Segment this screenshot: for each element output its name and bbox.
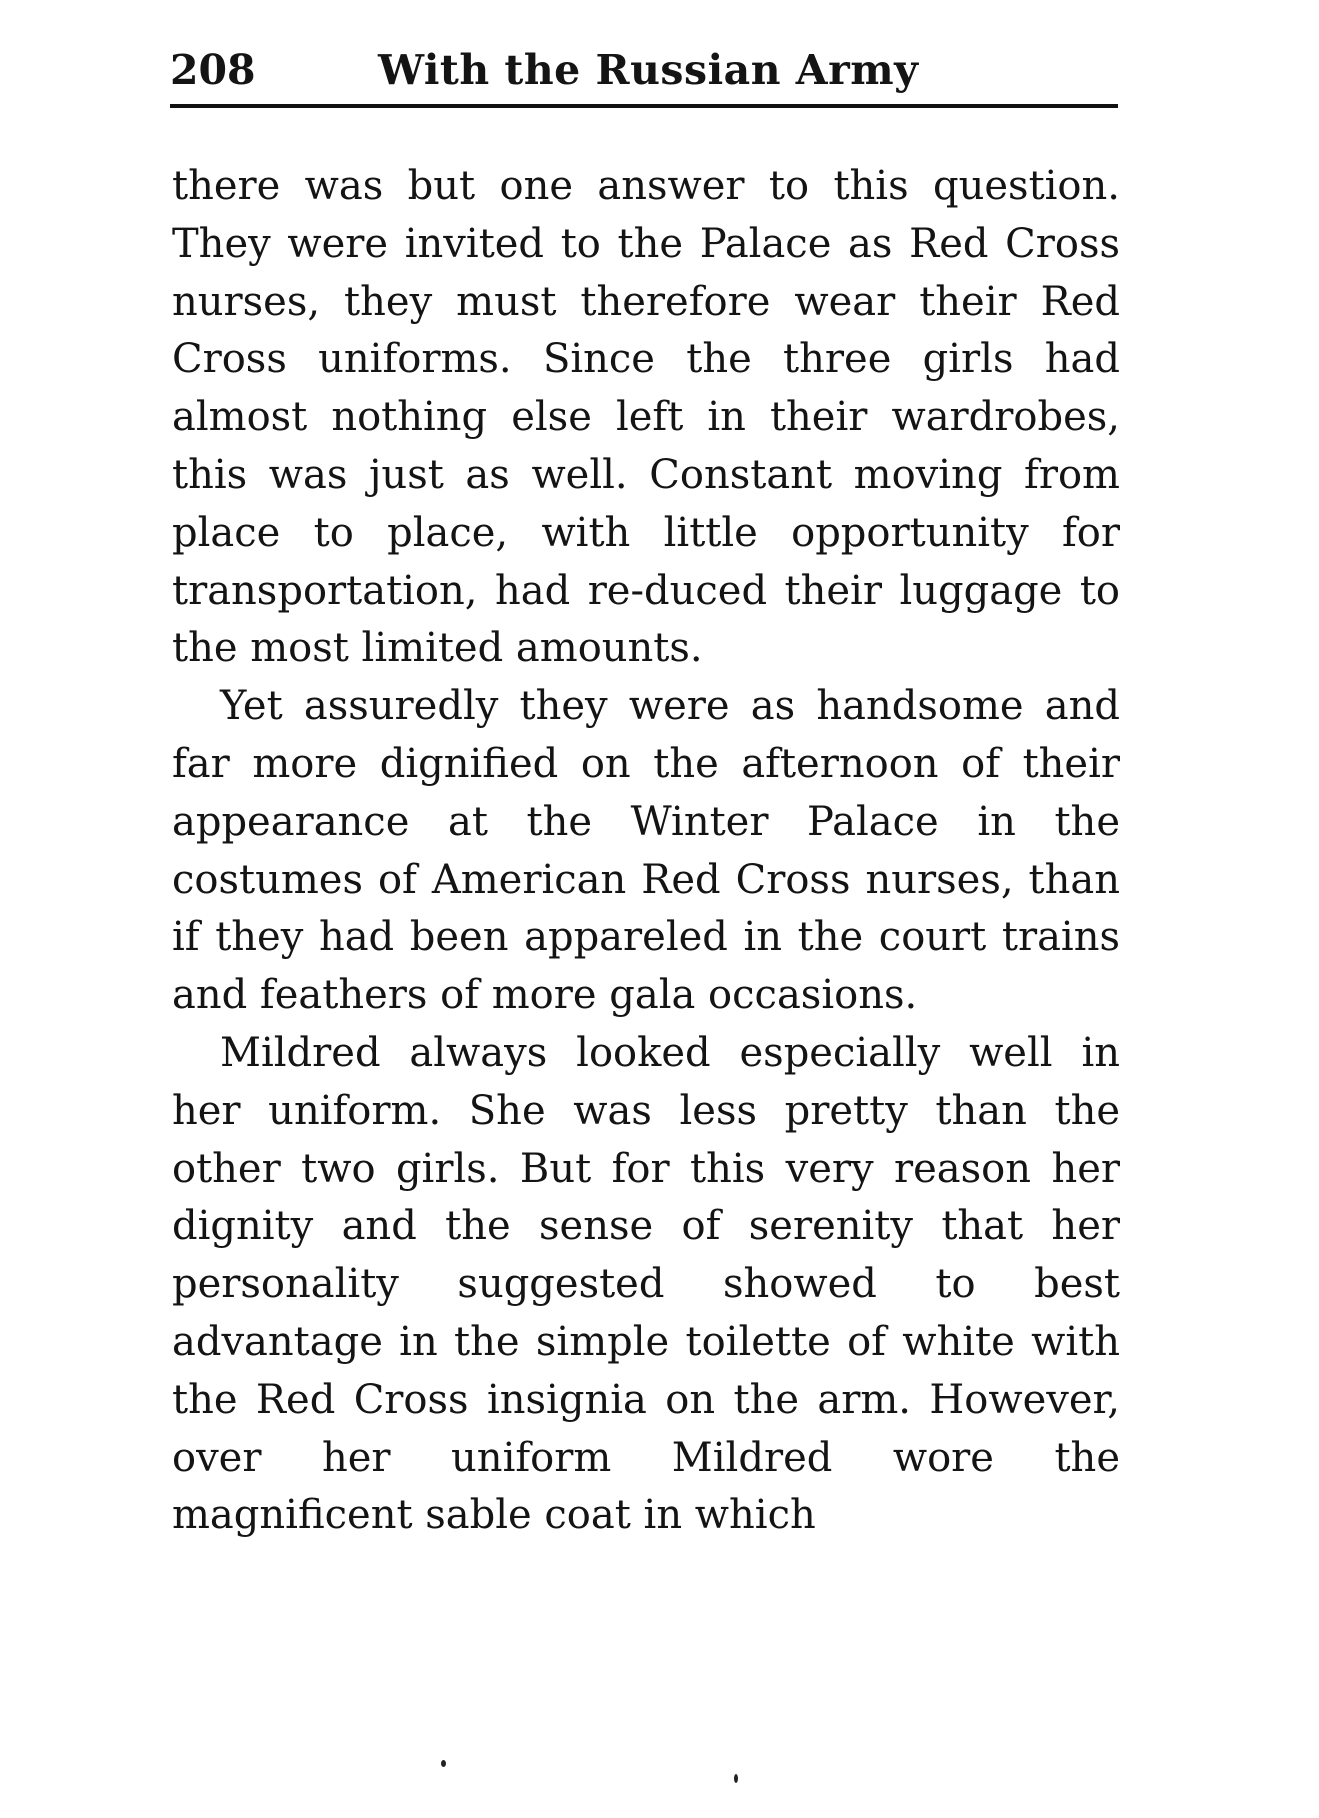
paragraph-3: Mildred always looked especially well in her uniform. She was less pretty than the other two girls. But for this very reason her dignity and the sense of serenity that her personality suggested showed to best advantage in the simple toilette of white with the Red Cross insignia on the arm. However, over her uniform Mildred wore the magnificent sable coat in which <box>172 1029 1120 1539</box>
scan-speck <box>441 1760 446 1767</box>
header-rule <box>170 104 1118 108</box>
page-header <box>170 40 1118 112</box>
paragraph-2: Yet assuredly they were as handsome and far more dignified on the afternoon of their appearance at the Winter Palace in the costumes of American Red Cross nurses, than if they had been appareled in the court trains and feathers of more gala occasions. <box>172 683 1120 1019</box>
body-text <box>172 158 1120 1545</box>
scan-speck <box>734 1774 738 1783</box>
running-title: With the Russian Army <box>378 46 919 94</box>
paragraph-1: there was but one answer to this question. They were invited to the Palace as Red Cross nurses, they must therefore wear their Red Cross uniforms. Since the three girls had almost nothing else left in their wardrobes, this was just as well. Constant moving from place to place, with little opportunity for transportation, had re-duced their luggage to the most limited amounts. <box>172 163 1120 672</box>
page-number: 208 <box>170 46 256 94</box>
